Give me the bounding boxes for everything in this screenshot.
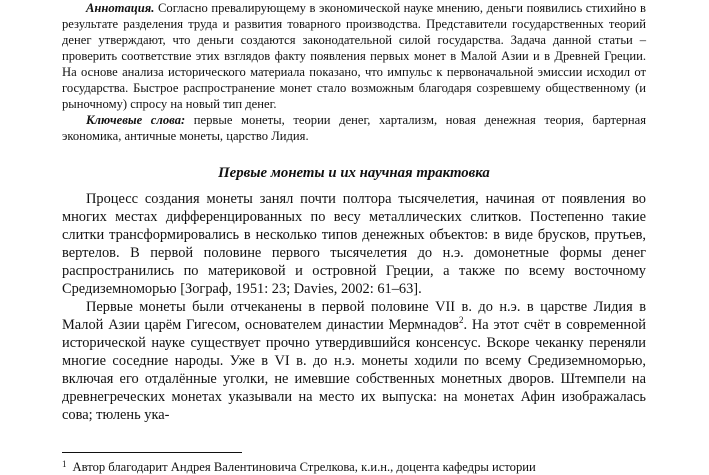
keywords-label: Ключевые слова: xyxy=(86,113,186,127)
abstract-paragraph xyxy=(62,0,646,112)
footnote-divider xyxy=(62,452,242,453)
footnote-mark: 1 xyxy=(62,459,67,469)
section-title: Первые монеты и их научная трактовка xyxy=(218,165,490,181)
keywords-text: первые монеты, теории денег, хартализм, новая денежная теория, бартерная экономика, античные монеты, царство Лидия. xyxy=(62,113,646,143)
footnote-reference[interactable]: 2 xyxy=(458,315,464,326)
footnote xyxy=(62,456,646,475)
abstract-block xyxy=(62,0,646,144)
keywords-paragraph xyxy=(62,112,646,144)
body-paragraph-2-part-1: Первые монеты были отчеканены в первой половине VII в. до н.э. в царстве Лидия в Малой Азии царём Гигесом, основателем династии Мермнадов xyxy=(62,299,646,333)
abstract-label: Аннотация. xyxy=(86,1,155,15)
body-paragraph-2-part-2: . На этот счёт в современной исторической науке существует прочно утвердившийся консенсус. Вскоре чеканку переняли многие соседние народы. Уже в VI в. до н.э. монеты ходили по всему Средиземноморью, включая его отдалённые уголки, не имевшие собственных монетных дворов. Штемпели на древнегреческих монетах указывали на место их выпуска: на монетах Афин изображалась сова; тюлень ука- xyxy=(62,317,646,423)
body-text xyxy=(62,190,646,424)
body-paragraph-2 xyxy=(62,298,646,424)
body-paragraph-1: Процесс создания монеты занял почти полтора тысячелетия, начиная от появления во многих местах дифференцированных по весу металлических слитков. Постепенно такие слитки трансформировались в несколько типов денежных объектов: в виде брусков, прутьев, вертелов. В первой половине первого тысячелетия до н.э. домонетные формы денег распространились по материковой и островной Греции, а также по всему восточному Средиземноморью [Зограф, 1951: 23; Davies, 2002: 61–63]. xyxy=(62,191,646,297)
article-page xyxy=(62,0,646,424)
abstract-text: Согласно превалирующему в экономической науке мнению, деньги появились стихийно в результате разделения труда и развития товарного производства. Представители государственных теорий денег утверждают, что деньги создаются законодательной силой государства. Задача данной статьи – проверить соответствие этих взглядов факту появления первых монет в Малой Азии и в Древней Греции. На основе анализа исторического материала показано, что импульс к первоначальной эмиссии исходил от государства. Быстрое распространение монет стало возможным благодаря созревшему общественному (и рыночному) спросу на новый тип денег. xyxy=(62,1,646,111)
footnote-text: Автор благодарит Андрея Валентиновича Стрелкова, к.и.н., доцента кафедры истории xyxy=(72,460,536,474)
